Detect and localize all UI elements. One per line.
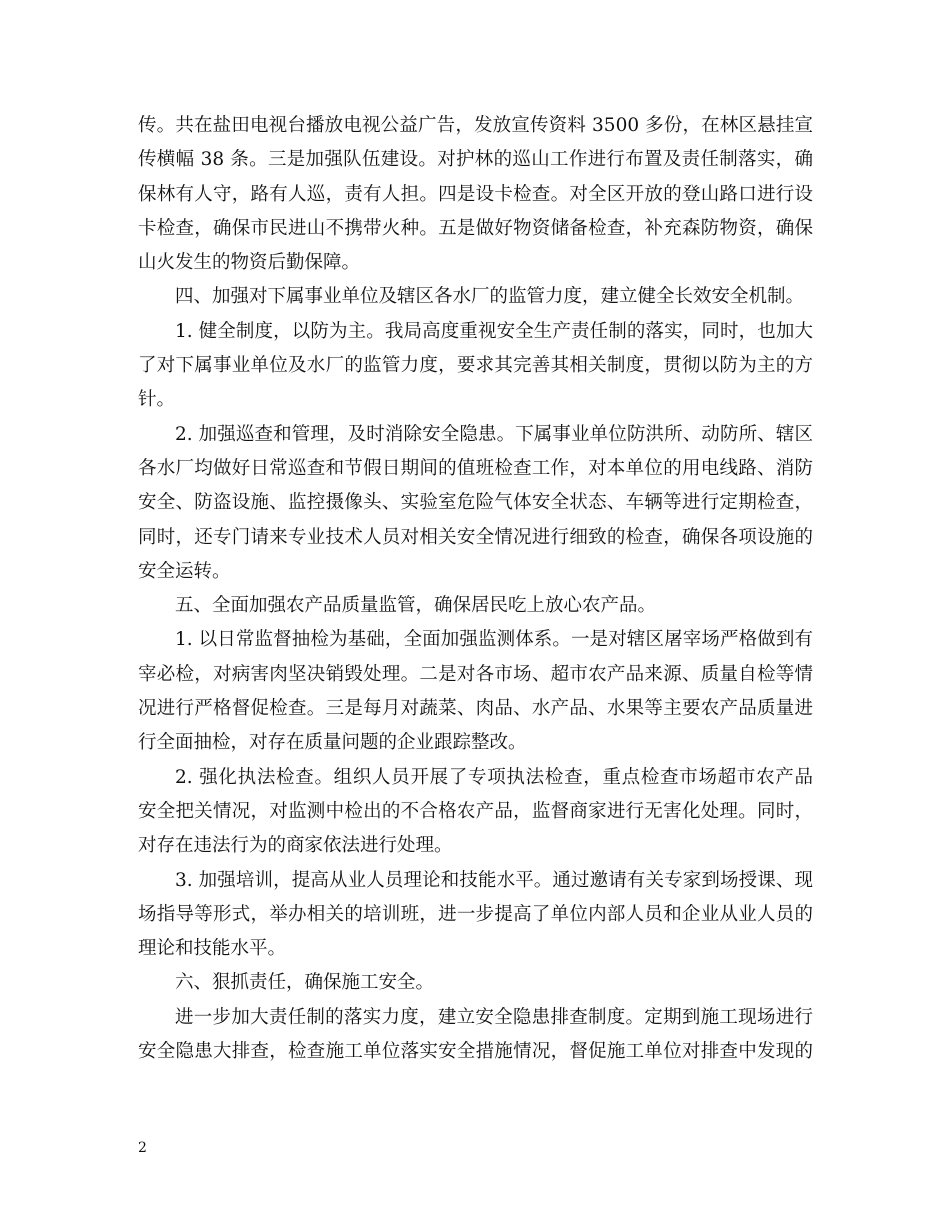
text-line: 传。共在盐田电视台播放电视公益广告，发放宣传资料 3500 多份，在林区悬挂宣 bbox=[138, 115, 813, 136]
text-line: 山火发生的物资后勤保障。 bbox=[138, 252, 361, 274]
text-line: 进一步加大责任制的落实力度，建立安全隐患排查制度。定期到施工现场进行 bbox=[175, 1006, 813, 1028]
text-line: 安全运转。 bbox=[138, 560, 231, 582]
text-line: 五、全面加强农产品质量监管，确保居民吃上放心农产品。 bbox=[175, 595, 657, 617]
text-line: 况进行严格督促检查。三是每月对蔬菜、肉品、水产品、水果等主要农产品质量进 bbox=[138, 698, 813, 720]
text-line: 2. 加强巡查和管理，及时消除安全隐患。下属事业单位防洪所、动防所、辖区 bbox=[175, 423, 813, 445]
text-line: 1. 以日常监督抽检为基础，全面加强监测体系。一是对辖区屠宰场严格做到有 bbox=[175, 629, 813, 651]
page-number: 2 bbox=[138, 1140, 147, 1156]
text-line: 针。 bbox=[138, 389, 176, 411]
text-line: 对存在违法行为的商家依法进行处理。 bbox=[138, 835, 453, 857]
text-line: 卡检查，确保市民进山不携带火种。五是做好物资储备检查，补充森防物资，确保 bbox=[138, 217, 813, 239]
text-line: 2. 强化执法检查。组织人员开展了专项执法检查，重点检查市场超市农产品 bbox=[175, 766, 813, 788]
text-line: 安全隐患大排查，检查施工单位落实安全措施情况，督促施工单位对排查中发现的 bbox=[138, 1041, 813, 1063]
text-line: 了对下属事业单位及水厂的监管力度，要求其完善其相关制度，贯彻以防为主的方 bbox=[138, 355, 813, 377]
text-line: 六、狠抓责任，确保施工安全。 bbox=[175, 972, 435, 994]
text-line: 安全把关情况，对监测中检出的不合格农产品，监督商家进行无害化处理。同时， bbox=[138, 800, 813, 822]
text-line: 理论和技能水平。 bbox=[138, 938, 287, 960]
text-line: 1. 健全制度，以防为主。我局高度重视安全生产责任制的落实，同时，也加大 bbox=[175, 320, 813, 342]
text-line: 场指导等形式，举办相关的培训班，进一步提高了单位内部人员和企业从业人员的 bbox=[138, 903, 813, 925]
text-line: 传横幅 38 条。三是加强队伍建设。对护林的巡山工作进行布置及责任制落实，确 bbox=[138, 149, 813, 171]
text-line: 四、加强对下属事业单位及辖区各水厂的监管力度，建立健全长效安全机制。 bbox=[175, 286, 805, 308]
text-line: 行全面抽检，对存在质量问题的企业跟踪整改。 bbox=[138, 732, 527, 754]
text-line: 各水厂均做好日常巡查和节假日期间的值班检查工作，对本单位的用电线路、消防 bbox=[138, 457, 813, 479]
text-line: 同时，还专门请来专业技术人员对相关安全情况进行细致的检查，确保各项设施的 bbox=[138, 526, 813, 548]
text-line: 安全、防盗设施、监控摄像头、实验室危险气体安全状态、车辆等进行定期检查， bbox=[138, 492, 813, 514]
body-text bbox=[138, 109, 813, 1069]
text-line: 3. 加强培训，提高从业人员理论和技能水平。通过邀请有关专家到场授课、现 bbox=[175, 869, 813, 891]
text-line: 保林有人守，路有人巡，责有人担。四是设卡检查。对全区开放的登山路口进行设 bbox=[138, 183, 813, 205]
text-line: 宰必检，对病害肉坚决销毁处理。二是对各市场、超市农产品来源、质量自检等情 bbox=[138, 663, 813, 685]
